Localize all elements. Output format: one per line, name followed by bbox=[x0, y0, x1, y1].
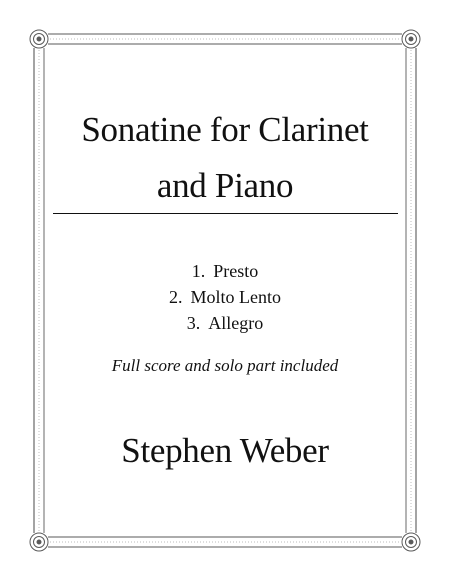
movement-item bbox=[0, 310, 450, 336]
corner-ornament-bottom-right bbox=[402, 533, 420, 551]
title-line-2: and Piano bbox=[156, 166, 294, 205]
movement-name: Molto Lento bbox=[190, 287, 281, 307]
title-line-1: Sonatine for Clarinet bbox=[81, 110, 369, 149]
contents-note: Full score and solo part included bbox=[111, 356, 339, 375]
movement-list bbox=[0, 258, 450, 336]
corner-ornament-top-left bbox=[30, 30, 48, 48]
movement-name: Presto bbox=[213, 261, 259, 281]
composer-name: Stephen Weber bbox=[121, 431, 329, 470]
movement-item bbox=[0, 258, 450, 284]
movement-item bbox=[0, 284, 450, 310]
title-divider bbox=[53, 213, 398, 214]
movement-number: 2. bbox=[169, 287, 183, 307]
movement-number: 1. bbox=[191, 261, 206, 281]
corner-ornament-top-right bbox=[402, 30, 420, 48]
corner-ornament-bottom-left bbox=[30, 533, 48, 551]
movement-name: Allegro bbox=[208, 313, 264, 333]
movement-number: 3. bbox=[186, 313, 201, 333]
